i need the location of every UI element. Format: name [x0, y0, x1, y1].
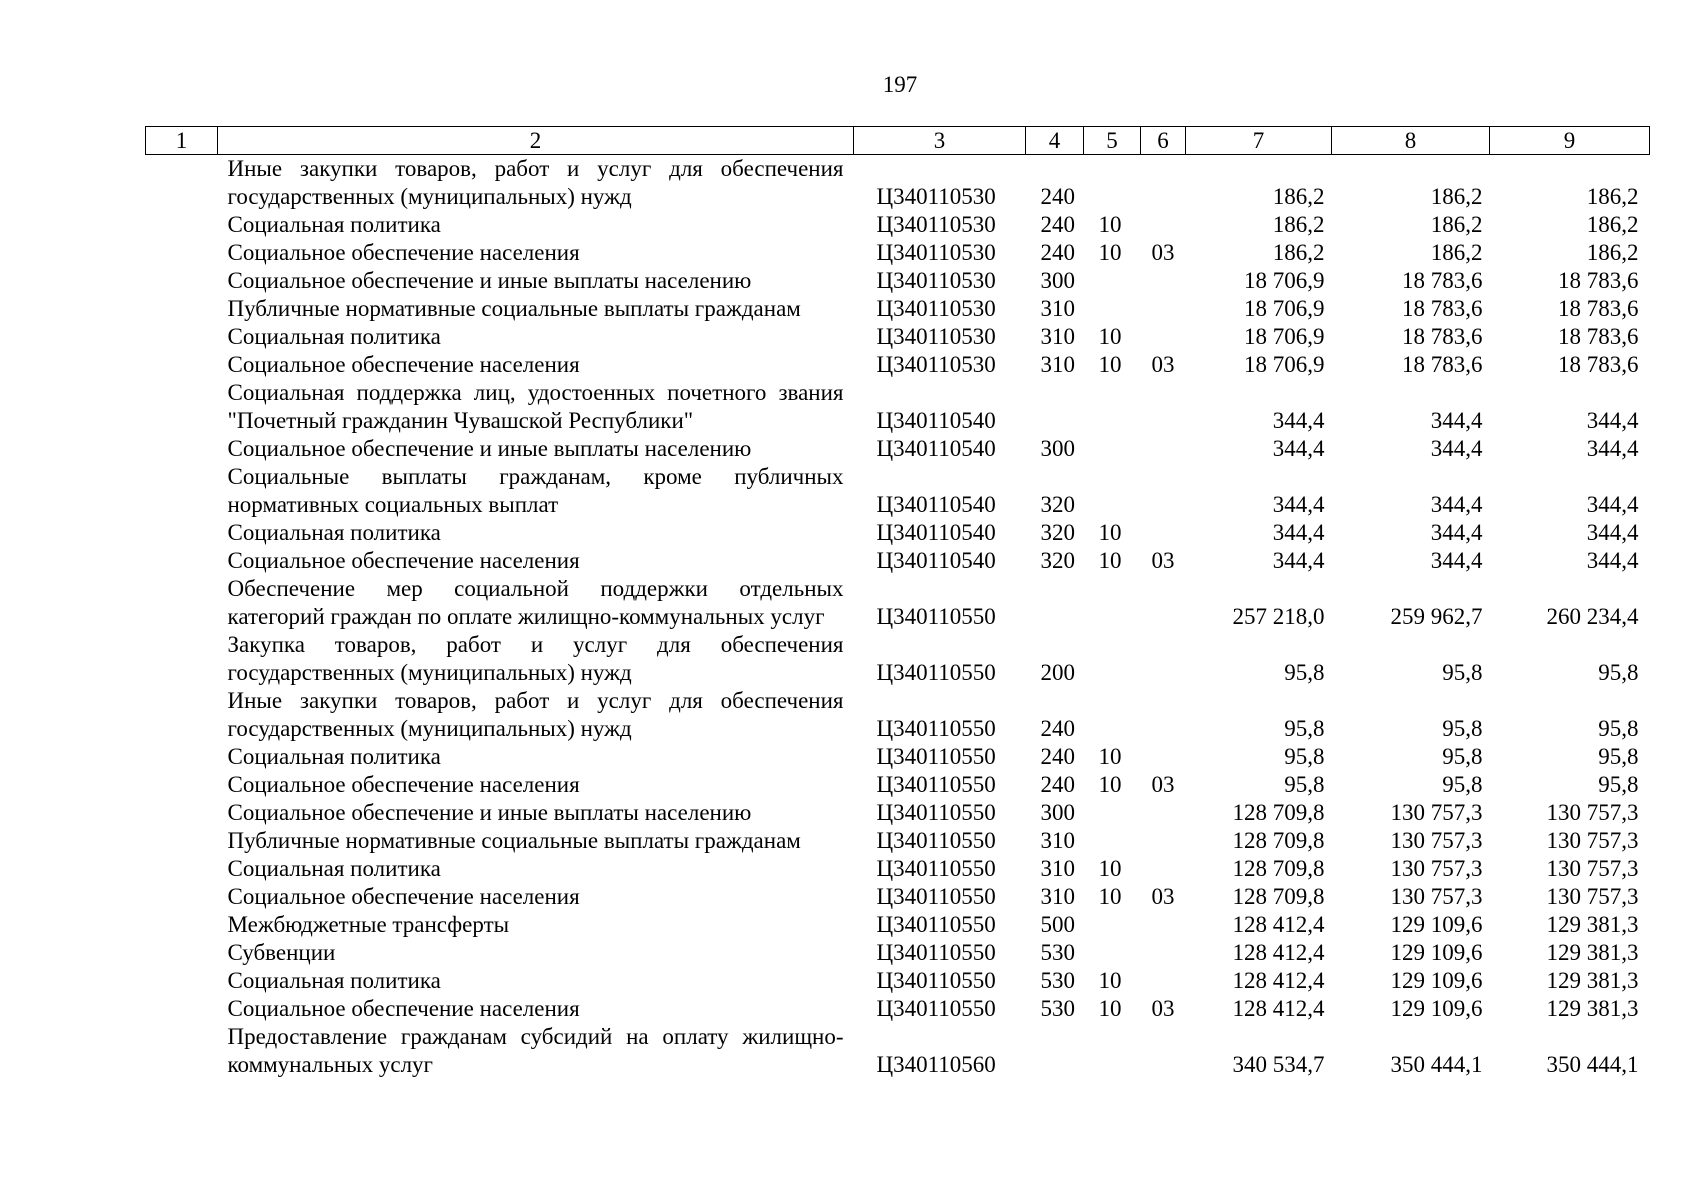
row-value-8: 95,8	[1442, 660, 1483, 685]
row-code: Ц340110550	[876, 912, 996, 937]
row-col4: 240	[1040, 716, 1075, 741]
table-body	[146, 155, 1650, 1080]
row-name: Социальные выплаты гражданам, кроме публичных нормативных социальных выплат	[227, 464, 844, 517]
row-col6	[1141, 267, 1186, 295]
row-value-7: 344,4	[1272, 408, 1325, 433]
row-value-9: 95,8	[1598, 716, 1639, 741]
row-col6	[1141, 323, 1186, 351]
row-value-7: 186,2	[1272, 240, 1325, 265]
row-col5: 10	[1098, 212, 1122, 237]
row-value-9: 129 381,3	[1546, 968, 1639, 993]
row-col6	[1141, 967, 1186, 995]
row-col4: 200	[1040, 660, 1075, 685]
table-row	[146, 351, 1650, 379]
row-value-9: 186,2	[1586, 184, 1639, 209]
row-col6: 03	[1151, 352, 1175, 377]
table-row	[146, 771, 1650, 799]
row-value-8: 18 783,6	[1402, 296, 1483, 321]
row-name: Социальная политика	[227, 520, 441, 545]
row-name: Межбюджетные трансферты	[227, 912, 510, 937]
row-col4: 240	[1040, 184, 1075, 209]
row-col6: 03	[1151, 772, 1175, 797]
row-name: Иные закупки товаров, работ и услуг для обеспечения государственных (муниципальных) нужд	[227, 688, 844, 741]
row-value-9: 260 234,4	[1546, 604, 1639, 629]
row-value-7: 128 709,8	[1232, 828, 1325, 853]
row-value-9: 186,2	[1586, 240, 1639, 265]
row-col6	[1141, 211, 1186, 239]
row-name: Социальное обеспечение и иные выплаты населению	[227, 800, 752, 825]
row-col1	[146, 155, 218, 212]
row-name: Иные закупки товаров, работ и услуг для обеспечения государственных (муниципальных) нужд	[227, 156, 844, 209]
row-col5	[1084, 911, 1141, 939]
row-col4: 310	[1040, 352, 1075, 377]
row-value-8: 186,2	[1430, 240, 1483, 265]
row-value-7: 186,2	[1272, 212, 1325, 237]
row-col1	[146, 1023, 218, 1079]
table-row	[146, 239, 1650, 267]
row-col1	[146, 911, 218, 939]
table-row	[146, 267, 1650, 295]
row-col5: 10	[1098, 884, 1122, 909]
row-code: Ц340110540	[876, 408, 996, 433]
row-value-7: 340 534,7	[1232, 1052, 1325, 1077]
row-col4	[1026, 379, 1084, 435]
row-col1	[146, 323, 218, 351]
row-value-8: 95,8	[1442, 716, 1483, 741]
row-value-7: 18 706,9	[1244, 352, 1325, 377]
row-col1	[146, 967, 218, 995]
row-name: Закупка товаров, работ и услуг для обеспечения государственных (муниципальных) нужд	[227, 632, 844, 685]
row-col4: 530	[1040, 996, 1075, 1021]
row-value-7: 95,8	[1284, 772, 1325, 797]
table-row	[146, 687, 1650, 743]
row-col4: 500	[1040, 912, 1075, 937]
table-row	[146, 743, 1650, 771]
row-name: Публичные нормативные социальные выплаты гражданам	[227, 296, 801, 321]
row-col1	[146, 855, 218, 883]
row-name: Социальная политика	[227, 744, 441, 769]
budget-table	[145, 126, 1650, 1079]
row-value-8: 344,4	[1430, 436, 1483, 461]
row-name: Социальная политика	[227, 324, 441, 349]
row-col6: 03	[1151, 548, 1175, 573]
row-value-8: 130 757,3	[1390, 800, 1483, 825]
row-col5: 10	[1098, 324, 1122, 349]
row-value-8: 130 757,3	[1390, 856, 1483, 881]
row-value-8: 18 783,6	[1402, 268, 1483, 293]
row-value-9: 129 381,3	[1546, 912, 1639, 937]
row-value-7: 128 412,4	[1232, 968, 1325, 993]
row-col5	[1084, 155, 1141, 212]
row-col4	[1026, 575, 1084, 631]
row-col6	[1141, 631, 1186, 687]
row-col5	[1084, 295, 1141, 323]
row-col1	[146, 267, 218, 295]
row-code: Ц340110550	[876, 772, 996, 797]
row-name: Социальное обеспечение населения	[227, 240, 580, 265]
row-code: Ц340110550	[876, 716, 996, 741]
table-row	[146, 323, 1650, 351]
row-value-9: 18 783,6	[1558, 324, 1639, 349]
header-row	[146, 127, 1650, 155]
row-code: Ц340110530	[876, 296, 996, 321]
row-col5: 10	[1098, 520, 1122, 545]
row-value-9: 18 783,6	[1558, 268, 1639, 293]
row-col6	[1141, 799, 1186, 827]
row-col4: 300	[1040, 800, 1075, 825]
row-col4: 310	[1040, 884, 1075, 909]
row-col5: 10	[1098, 996, 1122, 1021]
row-col6: 03	[1151, 996, 1175, 1021]
row-col4: 320	[1040, 492, 1075, 517]
row-name: Предоставление гражданам субсидий на оплату жилищно-коммунальных услуг	[227, 1024, 844, 1077]
row-value-9: 344,4	[1586, 436, 1639, 461]
row-code: Ц340110550	[876, 856, 996, 881]
table-row	[146, 463, 1650, 519]
row-code: Ц340110550	[876, 744, 996, 769]
row-col6	[1141, 435, 1186, 463]
row-col6	[1141, 687, 1186, 743]
row-col5	[1084, 379, 1141, 435]
table-row	[146, 967, 1650, 995]
row-value-9: 130 757,3	[1546, 828, 1639, 853]
row-value-7: 95,8	[1284, 660, 1325, 685]
row-code: Ц340110530	[876, 268, 996, 293]
row-col4	[1026, 1023, 1084, 1079]
row-code: Ц340110550	[876, 968, 996, 993]
row-code: Ц340110550	[876, 604, 996, 629]
row-col5	[1084, 687, 1141, 743]
row-value-8: 95,8	[1442, 744, 1483, 769]
row-name: Социальное обеспечение населения	[227, 772, 580, 797]
row-col1	[146, 995, 218, 1023]
header-cell-4: 4	[1026, 127, 1084, 155]
row-col4: 300	[1040, 268, 1075, 293]
row-col5: 10	[1098, 856, 1122, 881]
row-value-8: 95,8	[1442, 772, 1483, 797]
row-value-8: 344,4	[1430, 520, 1483, 545]
row-col1	[146, 295, 218, 323]
row-col1	[146, 239, 218, 267]
row-col5: 10	[1098, 548, 1122, 573]
row-col4: 310	[1040, 296, 1075, 321]
row-value-8: 129 109,6	[1390, 912, 1483, 937]
row-col5	[1084, 267, 1141, 295]
row-col1	[146, 631, 218, 687]
row-col4: 310	[1040, 856, 1075, 881]
row-col1	[146, 463, 218, 519]
row-value-9: 130 757,3	[1546, 800, 1639, 825]
row-value-9: 18 783,6	[1558, 352, 1639, 377]
row-col5	[1084, 1023, 1141, 1079]
row-col4: 240	[1040, 772, 1075, 797]
row-col6	[1141, 295, 1186, 323]
row-col6	[1141, 1023, 1186, 1079]
row-name: Социальное обеспечение населения	[227, 548, 580, 573]
row-col1	[146, 883, 218, 911]
row-value-7: 344,4	[1272, 492, 1325, 517]
row-name: Социальное обеспечение населения	[227, 996, 580, 1021]
row-value-7: 186,2	[1272, 184, 1325, 209]
row-col1	[146, 575, 218, 631]
row-col1	[146, 211, 218, 239]
row-col1	[146, 799, 218, 827]
row-code: Ц340110550	[876, 940, 996, 965]
row-value-7: 95,8	[1284, 716, 1325, 741]
row-code: Ц340110530	[876, 212, 996, 237]
table-row	[146, 211, 1650, 239]
row-col4: 530	[1040, 940, 1075, 965]
row-value-9: 344,4	[1586, 408, 1639, 433]
row-value-7: 257 218,0	[1232, 604, 1325, 629]
row-col1	[146, 771, 218, 799]
header-cell-1: 1	[146, 127, 218, 155]
row-value-9: 350 444,1	[1546, 1052, 1639, 1077]
row-col1	[146, 519, 218, 547]
row-col4: 320	[1040, 548, 1075, 573]
row-col6	[1141, 911, 1186, 939]
table-row	[146, 799, 1650, 827]
row-col5: 10	[1098, 968, 1122, 993]
row-code: Ц340110540	[876, 492, 996, 517]
row-col1	[146, 687, 218, 743]
header-cell-8: 8	[1332, 127, 1490, 155]
row-code: Ц340110550	[876, 884, 996, 909]
row-col6	[1141, 575, 1186, 631]
table-row	[146, 855, 1650, 883]
row-col4: 240	[1040, 744, 1075, 769]
row-name: Обеспечение мер социальной поддержки отдельных категорий граждан по оплате жилищно-коммунальных услуг	[227, 576, 844, 629]
row-value-7: 18 706,9	[1244, 296, 1325, 321]
row-value-7: 18 706,9	[1244, 324, 1325, 349]
row-value-9: 130 757,3	[1546, 884, 1639, 909]
row-value-9: 129 381,3	[1546, 940, 1639, 965]
row-value-7: 18 706,9	[1244, 268, 1325, 293]
row-code: Ц340110540	[876, 520, 996, 545]
row-value-8: 130 757,3	[1390, 884, 1483, 909]
row-code: Ц340110530	[876, 352, 996, 377]
table-row	[146, 547, 1650, 575]
row-code: Ц340110530	[876, 184, 996, 209]
row-value-8: 186,2	[1430, 212, 1483, 237]
row-col5: 10	[1098, 240, 1122, 265]
row-col5	[1084, 575, 1141, 631]
page-number: 197	[882, 72, 918, 97]
row-code: Ц340110550	[876, 996, 996, 1021]
table-row	[146, 631, 1650, 687]
row-value-9: 18 783,6	[1558, 296, 1639, 321]
row-value-9: 129 381,3	[1546, 996, 1639, 1021]
row-name: Социальная поддержка лиц, удостоенных почетного звания "Почетный гражданин Чувашской Республики"	[227, 380, 844, 433]
row-col1	[146, 379, 218, 435]
row-col4: 310	[1040, 324, 1075, 349]
header-cell-5: 5	[1084, 127, 1141, 155]
header-cell-2: 2	[218, 127, 854, 155]
row-value-7: 128 709,8	[1232, 856, 1325, 881]
row-value-8: 129 109,6	[1390, 996, 1483, 1021]
row-col6: 03	[1151, 884, 1175, 909]
row-value-7: 128 412,4	[1232, 996, 1325, 1021]
row-value-9: 95,8	[1598, 744, 1639, 769]
table-row	[146, 911, 1650, 939]
row-col1	[146, 351, 218, 379]
table-row	[146, 379, 1650, 435]
row-value-7: 128 412,4	[1232, 912, 1325, 937]
row-col4: 320	[1040, 520, 1075, 545]
row-col5	[1084, 631, 1141, 687]
row-value-9: 344,4	[1586, 520, 1639, 545]
row-value-8: 186,2	[1430, 184, 1483, 209]
table-row	[146, 295, 1650, 323]
row-col6	[1141, 519, 1186, 547]
row-name: Социальная политика	[227, 968, 441, 993]
table-row	[146, 575, 1650, 631]
row-col6	[1141, 743, 1186, 771]
table-header	[146, 127, 1650, 155]
row-col4: 300	[1040, 436, 1075, 461]
row-name: Социальная политика	[227, 212, 441, 237]
row-value-8: 350 444,1	[1390, 1052, 1483, 1077]
row-col1	[146, 547, 218, 575]
row-col5: 10	[1098, 352, 1122, 377]
row-col1	[146, 827, 218, 855]
row-code: Ц340110550	[876, 828, 996, 853]
row-value-8: 344,4	[1430, 492, 1483, 517]
row-value-8: 259 962,7	[1390, 604, 1483, 629]
table-row	[146, 939, 1650, 967]
row-code: Ц340110560	[876, 1052, 996, 1077]
table-row	[146, 883, 1650, 911]
row-value-8: 18 783,6	[1402, 324, 1483, 349]
table-row	[146, 519, 1650, 547]
header-cell-9: 9	[1490, 127, 1650, 155]
row-value-9: 186,2	[1586, 212, 1639, 237]
row-value-9: 95,8	[1598, 660, 1639, 685]
row-value-7: 344,4	[1272, 548, 1325, 573]
row-name: Публичные нормативные социальные выплаты гражданам	[227, 828, 801, 853]
row-col6: 03	[1151, 240, 1175, 265]
row-value-7: 128 709,8	[1232, 884, 1325, 909]
row-code: Ц340110550	[876, 660, 996, 685]
row-code: Ц340110530	[876, 324, 996, 349]
row-col5	[1084, 799, 1141, 827]
row-name: Социальное обеспечение и иные выплаты населению	[227, 268, 752, 293]
header-cell-6: 6	[1141, 127, 1186, 155]
row-value-9: 344,4	[1586, 492, 1639, 517]
table-row	[146, 995, 1650, 1023]
row-col1	[146, 743, 218, 771]
row-value-8: 130 757,3	[1390, 828, 1483, 853]
table-row	[146, 1023, 1650, 1079]
row-col6	[1141, 463, 1186, 519]
row-col5	[1084, 827, 1141, 855]
row-name: Субвенции	[227, 940, 336, 965]
table-row	[146, 435, 1650, 463]
table-row	[146, 155, 1650, 212]
row-value-9: 95,8	[1598, 772, 1639, 797]
row-col5	[1084, 463, 1141, 519]
row-col6	[1141, 379, 1186, 435]
row-col4: 240	[1040, 240, 1075, 265]
row-name: Социальное обеспечение и иные выплаты населению	[227, 436, 752, 461]
header-cell-7: 7	[1186, 127, 1332, 155]
row-col5: 10	[1098, 772, 1122, 797]
row-col6	[1141, 155, 1186, 212]
row-code: Ц340110540	[876, 548, 996, 573]
row-col4: 240	[1040, 212, 1075, 237]
row-value-8: 344,4	[1430, 408, 1483, 433]
row-col4: 310	[1040, 828, 1075, 853]
row-value-7: 344,4	[1272, 436, 1325, 461]
row-value-8: 129 109,6	[1390, 940, 1483, 965]
row-value-7: 128 709,8	[1232, 800, 1325, 825]
header-cell-3: 3	[854, 127, 1026, 155]
row-col6	[1141, 939, 1186, 967]
row-col1	[146, 435, 218, 463]
table-row	[146, 827, 1650, 855]
row-value-9: 130 757,3	[1546, 856, 1639, 881]
row-col5	[1084, 939, 1141, 967]
row-col4: 530	[1040, 968, 1075, 993]
row-col1	[146, 939, 218, 967]
row-value-7: 344,4	[1272, 520, 1325, 545]
row-value-9: 344,4	[1586, 548, 1639, 573]
row-value-8: 18 783,6	[1402, 352, 1483, 377]
row-code: Ц340110540	[876, 436, 996, 461]
row-code: Ц340110530	[876, 240, 996, 265]
row-col6	[1141, 827, 1186, 855]
row-col5	[1084, 435, 1141, 463]
row-name: Социальная политика	[227, 856, 441, 881]
row-value-7: 95,8	[1284, 744, 1325, 769]
row-value-7: 128 412,4	[1232, 940, 1325, 965]
row-name: Социальное обеспечение населения	[227, 352, 580, 377]
row-col5: 10	[1098, 744, 1122, 769]
row-col6	[1141, 855, 1186, 883]
row-value-8: 129 109,6	[1390, 968, 1483, 993]
row-value-8: 344,4	[1430, 548, 1483, 573]
row-code: Ц340110550	[876, 800, 996, 825]
row-name: Социальное обеспечение населения	[227, 884, 580, 909]
